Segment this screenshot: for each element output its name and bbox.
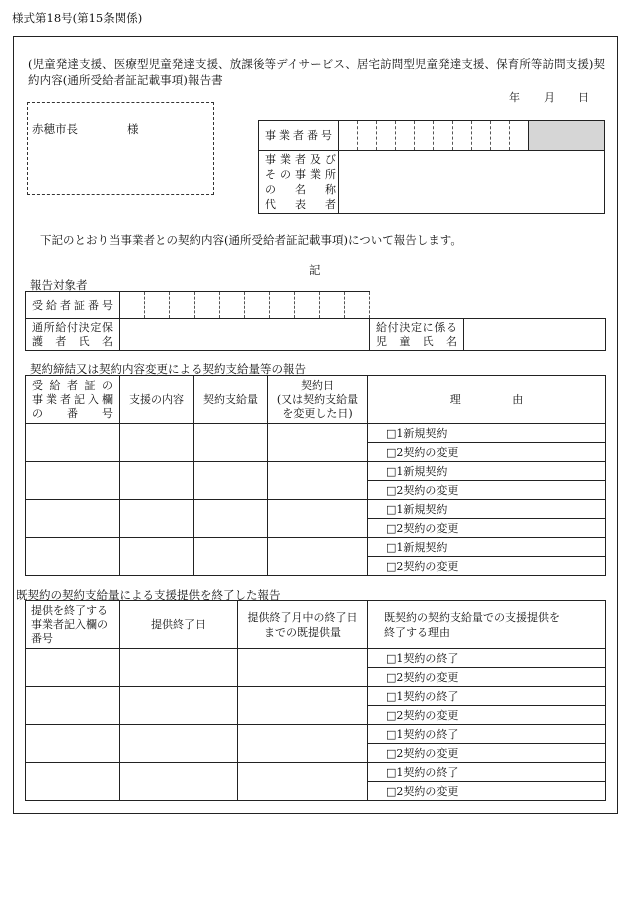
contract-header-number: 受 給 者 証 の 事業者記入欄 の 番 号 bbox=[26, 376, 120, 424]
termination-end-date-cell[interactable] bbox=[120, 725, 238, 763]
contract-support-cell[interactable] bbox=[120, 538, 194, 576]
recipient-digit[interactable] bbox=[195, 292, 220, 319]
operator-number-label: 事業者番号 bbox=[259, 121, 339, 151]
change-contract-checkbox[interactable]: □2契約の変更 bbox=[368, 481, 606, 500]
operator-digit[interactable] bbox=[434, 121, 453, 151]
contract-date-cell[interactable] bbox=[268, 538, 368, 576]
contract-amount-cell[interactable] bbox=[194, 462, 268, 500]
form-id: 様式第18号(第15条関係) bbox=[12, 11, 143, 25]
contract-date-cell[interactable] bbox=[268, 500, 368, 538]
addressee-box bbox=[27, 102, 214, 195]
operator-digit[interactable] bbox=[491, 121, 510, 151]
child-name-field[interactable] bbox=[464, 319, 606, 351]
termination-number-cell[interactable] bbox=[26, 725, 120, 763]
contract-date-cell[interactable] bbox=[268, 462, 368, 500]
termination-provided-cell[interactable] bbox=[238, 725, 368, 763]
operator-info-label: 事業者及び その事業所 の 名 称 代 表 者 bbox=[259, 151, 339, 214]
contract-support-cell[interactable] bbox=[120, 462, 194, 500]
recipient-digit[interactable] bbox=[170, 292, 195, 319]
operator-table bbox=[258, 120, 605, 214]
termination-rows bbox=[26, 649, 606, 801]
contract-amount-cell[interactable] bbox=[194, 424, 268, 462]
addressee-honorific: 様 bbox=[127, 122, 139, 136]
contract-header-reason: 理 由 bbox=[368, 376, 606, 424]
change-contract-checkbox[interactable]: □2契約の変更 bbox=[368, 519, 606, 538]
termination-provided-cell[interactable] bbox=[238, 649, 368, 687]
contract-number-cell[interactable] bbox=[26, 538, 120, 576]
end-contract-checkbox[interactable]: □1契約の終了 bbox=[368, 725, 606, 744]
contract-number-cell[interactable] bbox=[26, 500, 120, 538]
termination-number-cell[interactable] bbox=[26, 763, 120, 801]
contract-support-cell[interactable] bbox=[120, 424, 194, 462]
date-year: 年 bbox=[509, 91, 520, 104]
new-contract-checkbox[interactable]: □1新規契約 bbox=[368, 424, 606, 443]
new-contract-checkbox[interactable]: □1新規契約 bbox=[368, 500, 606, 519]
termination-header-end-date: 提供終了日 bbox=[120, 601, 238, 649]
change-contract-checkbox[interactable]: □2契約の変更 bbox=[368, 668, 606, 687]
change-contract-checkbox[interactable]: □2契約の変更 bbox=[368, 744, 606, 763]
operator-shaded-cell bbox=[529, 121, 605, 151]
termination-table bbox=[25, 600, 606, 801]
child-label: 給付決定に係る 児 童 氏 名 bbox=[370, 319, 464, 351]
recipient-number-label: 受給者証番号 bbox=[26, 292, 120, 319]
report-statement: 下記のとおり当事業者との契約内容(通所受給者証記載事項)について報告します。 bbox=[40, 233, 462, 247]
recipient-digit[interactable] bbox=[345, 292, 370, 319]
change-contract-checkbox[interactable]: □2契約の変更 bbox=[368, 443, 606, 462]
target-section-title: 報告対象者 bbox=[30, 278, 88, 292]
new-contract-checkbox[interactable]: □1新規契約 bbox=[368, 462, 606, 481]
change-contract-checkbox[interactable]: □2契約の変更 bbox=[368, 557, 606, 576]
date-month: 月 bbox=[544, 91, 555, 104]
operator-digit[interactable] bbox=[415, 121, 434, 151]
operator-info-field[interactable] bbox=[339, 151, 605, 214]
guardian-child-table bbox=[25, 318, 606, 351]
operator-digit[interactable] bbox=[510, 121, 529, 151]
ki-mark: 記 bbox=[309, 263, 321, 277]
recipient-digit[interactable] bbox=[120, 292, 145, 319]
change-contract-checkbox[interactable]: □2契約の変更 bbox=[368, 782, 606, 801]
contract-header-support: 支援の内容 bbox=[120, 376, 194, 424]
report-title: (児童発達支援、医療型児童発達支援、放課後等デイサービス、居宅訪問型児童発達支援、保育所等訪問支援)契約内容(通所受給者証記載事項)報告書 bbox=[28, 57, 606, 87]
change-contract-checkbox[interactable]: □2契約の変更 bbox=[368, 706, 606, 725]
contract-number-cell[interactable] bbox=[26, 462, 120, 500]
termination-header-number: 提供を終了する 事業者記入欄の 番号 bbox=[26, 601, 120, 649]
contract-rows bbox=[26, 424, 606, 576]
termination-end-date-cell[interactable] bbox=[120, 763, 238, 801]
recipient-digit[interactable] bbox=[245, 292, 270, 319]
termination-end-date-cell[interactable] bbox=[120, 649, 238, 687]
termination-section-title: 既契約の契約支給量による支援提供を終了した報告 bbox=[16, 588, 281, 602]
guardian-label: 通所給付決定保 護 者 氏 名 bbox=[26, 319, 120, 351]
recipient-digit[interactable] bbox=[145, 292, 170, 319]
termination-provided-cell[interactable] bbox=[238, 687, 368, 725]
end-contract-checkbox[interactable]: □1契約の終了 bbox=[368, 687, 606, 706]
contract-number-cell[interactable] bbox=[26, 424, 120, 462]
termination-end-date-cell[interactable] bbox=[120, 687, 238, 725]
guardian-name-field[interactable] bbox=[120, 319, 370, 351]
end-contract-checkbox[interactable]: □1契約の終了 bbox=[368, 649, 606, 668]
termination-header-provided: 提供終了月中の終了日 までの既提供量 bbox=[238, 601, 368, 649]
recipient-number-table bbox=[25, 291, 370, 319]
termination-number-cell[interactable] bbox=[26, 649, 120, 687]
contract-support-cell[interactable] bbox=[120, 500, 194, 538]
operator-digit[interactable] bbox=[377, 121, 396, 151]
contract-table bbox=[25, 375, 606, 576]
contract-amount-cell[interactable] bbox=[194, 538, 268, 576]
contract-date-cell[interactable] bbox=[268, 424, 368, 462]
contract-section-title: 契約締結又は契約内容変更による契約支給量等の報告 bbox=[30, 362, 306, 376]
operator-digit[interactable] bbox=[358, 121, 377, 151]
operator-digit[interactable] bbox=[339, 121, 358, 151]
new-contract-checkbox[interactable]: □1新規契約 bbox=[368, 538, 606, 557]
addressee-name: 赤穂市長 bbox=[32, 122, 78, 136]
contract-amount-cell[interactable] bbox=[194, 500, 268, 538]
operator-digit[interactable] bbox=[396, 121, 415, 151]
recipient-digit[interactable] bbox=[270, 292, 295, 319]
recipient-digit[interactable] bbox=[295, 292, 320, 319]
termination-provided-cell[interactable] bbox=[238, 763, 368, 801]
operator-digit[interactable] bbox=[453, 121, 472, 151]
recipient-digit[interactable] bbox=[220, 292, 245, 319]
date-day: 日 bbox=[578, 91, 589, 104]
termination-header-reason: 既契約の契約支給量での支援提供を 終了する理由 bbox=[368, 601, 606, 649]
operator-digit[interactable] bbox=[472, 121, 491, 151]
contract-header-date: 契約日 (又は契約支給量 を変更した日) bbox=[268, 376, 368, 424]
termination-number-cell[interactable] bbox=[26, 687, 120, 725]
recipient-digit[interactable] bbox=[320, 292, 345, 319]
end-contract-checkbox[interactable]: □1契約の終了 bbox=[368, 763, 606, 782]
contract-header-amount: 契約支給量 bbox=[194, 376, 268, 424]
